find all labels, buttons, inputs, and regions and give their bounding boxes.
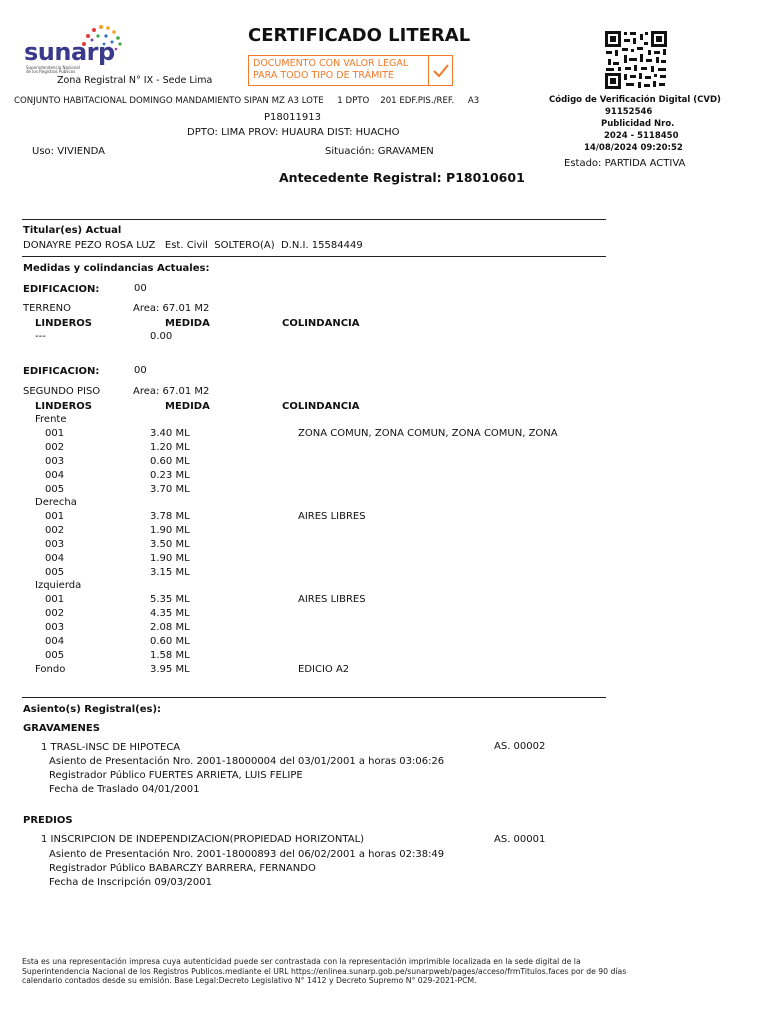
lindero-number: 002 — [45, 608, 65, 619]
legal-value-stamp — [248, 55, 453, 86]
predio-title: 1 INSCRIPCION DE INDEPENDIZACION(PROPIEDAD HORIZONTAL) — [41, 834, 365, 845]
sunarp-tagline: Superintendencia Nacional de los Registros Públicos — [26, 65, 80, 75]
gravamen-line-2: Registrador Público FUERTES ARRIETA, LUIS FELIPE — [49, 770, 303, 781]
lindero-medida: 1.90 ML — [150, 553, 190, 564]
lindero-medida: 3.70 ML — [150, 484, 190, 495]
predio-line-3: Fecha de Inscripción 09/03/2001 — [49, 877, 212, 888]
property-location: DPTO: LIMA PROV: HUAURA DIST: HUACHO — [187, 127, 400, 138]
medida-value: 0.00 — [150, 331, 173, 342]
predio-as: AS. 00001 — [494, 834, 546, 845]
fondo-medida: 3.95 ML — [150, 664, 190, 675]
lindero-medida: 1.58 ML — [150, 650, 190, 661]
lindero-medida: 3.78 ML — [150, 511, 190, 522]
stamp-line-1: DOCUMENTO CON VALOR LEGAL — [253, 58, 409, 69]
divider-1 — [22, 219, 606, 220]
lindero-number: 002 — [45, 442, 65, 453]
lindero-medida: 4.35 ML — [150, 608, 190, 619]
gravamenes-heading: GRAVAMENES — [23, 723, 100, 734]
legal-footer: Esta es una representación impresa cuya autenticidad puede ser contrastada con la representación imprimible localizada en la sede digital de la Superintendencia Nacional de los Registros Publicos.mediante el URL https://enlinea.sunarp.gob.pe/sunarpweb/pages/acceso/frmTitulos.faces por de 90 días calendario contados desde su emisión. Base Legal:Decreto Legislativo N° 1412 y Decreto Supremo N° 029-2021-PCM. — [22, 957, 627, 986]
lindero-number: 002 — [45, 525, 65, 536]
titular-value: DONAYRE PEZO ROSA LUZ Est. Civil SOLTERO(A) D.N.I. 15584449 — [23, 240, 363, 251]
lindero-medida: 3.50 ML — [150, 539, 190, 550]
cvd-value: 91152546 — [605, 107, 653, 117]
col-colindancia: COLINDANCIA — [282, 318, 360, 329]
titular-heading: Titular(es) Actual — [23, 225, 122, 236]
issue-datetime: 14/08/2024 09:20:52 — [584, 143, 683, 153]
cvd-label: Código de Verificación Digital (CVD) — [549, 95, 721, 105]
lindero-number: 003 — [45, 622, 65, 633]
gravamen-as: AS. 00002 — [494, 741, 546, 752]
lindero-number: 004 — [45, 636, 65, 647]
partida-number: P18011913 — [264, 112, 321, 123]
situacion: Situación: GRAVAMEN — [325, 146, 434, 157]
edificacion-type: TERRENO — [23, 303, 71, 314]
edificacion-label: EDIFICACION: — [23, 284, 100, 295]
asientos-heading: Asiento(s) Registral(es): — [23, 704, 162, 715]
lindero-number: 005 — [45, 650, 65, 661]
gravamen-title: 1 TRASL-INSC DE HIPOTECA — [41, 742, 181, 753]
lindero-number: 003 — [45, 539, 65, 550]
lindero-number: 001 — [45, 428, 65, 439]
lindero-number: 001 — [45, 594, 65, 605]
checkmark-icon — [432, 63, 450, 79]
edificacion-type: SEGUNDO PISO — [23, 386, 101, 397]
lindero-number: 001 — [45, 511, 65, 522]
lindero-number: 005 — [45, 567, 65, 578]
lindero-medida: 3.15 ML — [150, 567, 190, 578]
partida-status: Estado: PARTIDA ACTIVA — [564, 158, 686, 169]
medidas-heading: Medidas y colindancias Actuales: — [23, 263, 210, 274]
predios-heading: PREDIOS — [23, 815, 73, 826]
col-medida: MEDIDA — [165, 401, 210, 412]
gravamen-line-3: Fecha de Traslado 04/01/2001 — [49, 784, 200, 795]
sunarp-logo — [24, 22, 134, 74]
lindero-medida: 5.35 ML — [150, 594, 190, 605]
lindero-colindancia: AIRES LIBRES — [298, 594, 366, 605]
edificacion-code: 00 — [134, 365, 147, 376]
group-label-derecha: Derecha — [35, 497, 77, 508]
document-title: CERTIFICADO LITERAL — [248, 25, 471, 46]
col-linderos: LINDEROS — [35, 318, 92, 329]
group-label-izquierda: Izquierda — [35, 580, 82, 591]
col-linderos: LINDEROS — [35, 401, 92, 412]
lindero-medida: 1.20 ML — [150, 442, 190, 453]
divider-3 — [22, 697, 606, 698]
lindero-value: --- — [35, 331, 46, 342]
publicidad-label: Publicidad Nro. — [601, 119, 675, 129]
antecedente-registral: Antecedente Registral: P18010601 — [279, 170, 525, 185]
lindero-colindancia: AIRES LIBRES — [298, 511, 366, 522]
lindero-medida: 0.60 ML — [150, 636, 190, 647]
lindero-medida: 0.23 ML — [150, 470, 190, 481]
lindero-number: 004 — [45, 553, 65, 564]
stamp-line-2: PARA TODO TIPO DE TRÁMITE — [253, 70, 394, 81]
lindero-medida: 1.90 ML — [150, 525, 190, 536]
stamp-divider — [428, 56, 429, 85]
property-address: CONJUNTO HABITACIONAL DOMINGO MANDAMIENTO SIPAN MZ A3 LOTE 1 DPTO 201 EDF.PIS./REF. A3 — [14, 96, 480, 106]
divider-2 — [22, 256, 606, 257]
lindero-medida: 0.60 ML — [150, 456, 190, 467]
edificacion-code: 00 — [134, 283, 147, 294]
group-label-frente: Frente — [35, 414, 67, 425]
lindero-number: 003 — [45, 456, 65, 467]
qr-code-icon — [604, 30, 668, 90]
gravamen-line-1: Asiento de Presentación Nro. 2001-18000004 del 03/01/2001 a horas 03:06:26 — [49, 756, 445, 767]
edificacion-area: Area: 67.01 M2 — [133, 386, 210, 397]
lindero-number: 004 — [45, 470, 65, 481]
lindero-medida: 2.08 ML — [150, 622, 190, 633]
zona-registral: Zona Registral N° IX - Sede Lima — [57, 75, 213, 86]
publicidad-value: 2024 - 5118450 — [604, 131, 679, 141]
sunarp-wordmark: sunarp — [24, 38, 115, 66]
col-colindancia: COLINDANCIA — [282, 401, 360, 412]
edificacion-label: EDIFICACION: — [23, 366, 100, 377]
edificacion-area: Area: 67.01 M2 — [133, 303, 210, 314]
lindero-colindancia: ZONA COMUN, ZONA COMUN, ZONA COMUN, ZONA — [298, 428, 558, 439]
fondo-colindancia: EDICIO A2 — [298, 664, 350, 675]
fondo-label: Fondo — [35, 664, 66, 675]
predio-line-1: Asiento de Presentación Nro. 2001-18000893 del 06/02/2001 a horas 02:38:49 — [49, 849, 445, 860]
uso: Uso: VIVIENDA — [32, 146, 105, 157]
predio-line-2: Registrador Público BABARCZY BARRERA, FERNANDO — [49, 863, 316, 874]
col-medida: MEDIDA — [165, 318, 210, 329]
lindero-number: 005 — [45, 484, 65, 495]
lindero-medida: 3.40 ML — [150, 428, 190, 439]
